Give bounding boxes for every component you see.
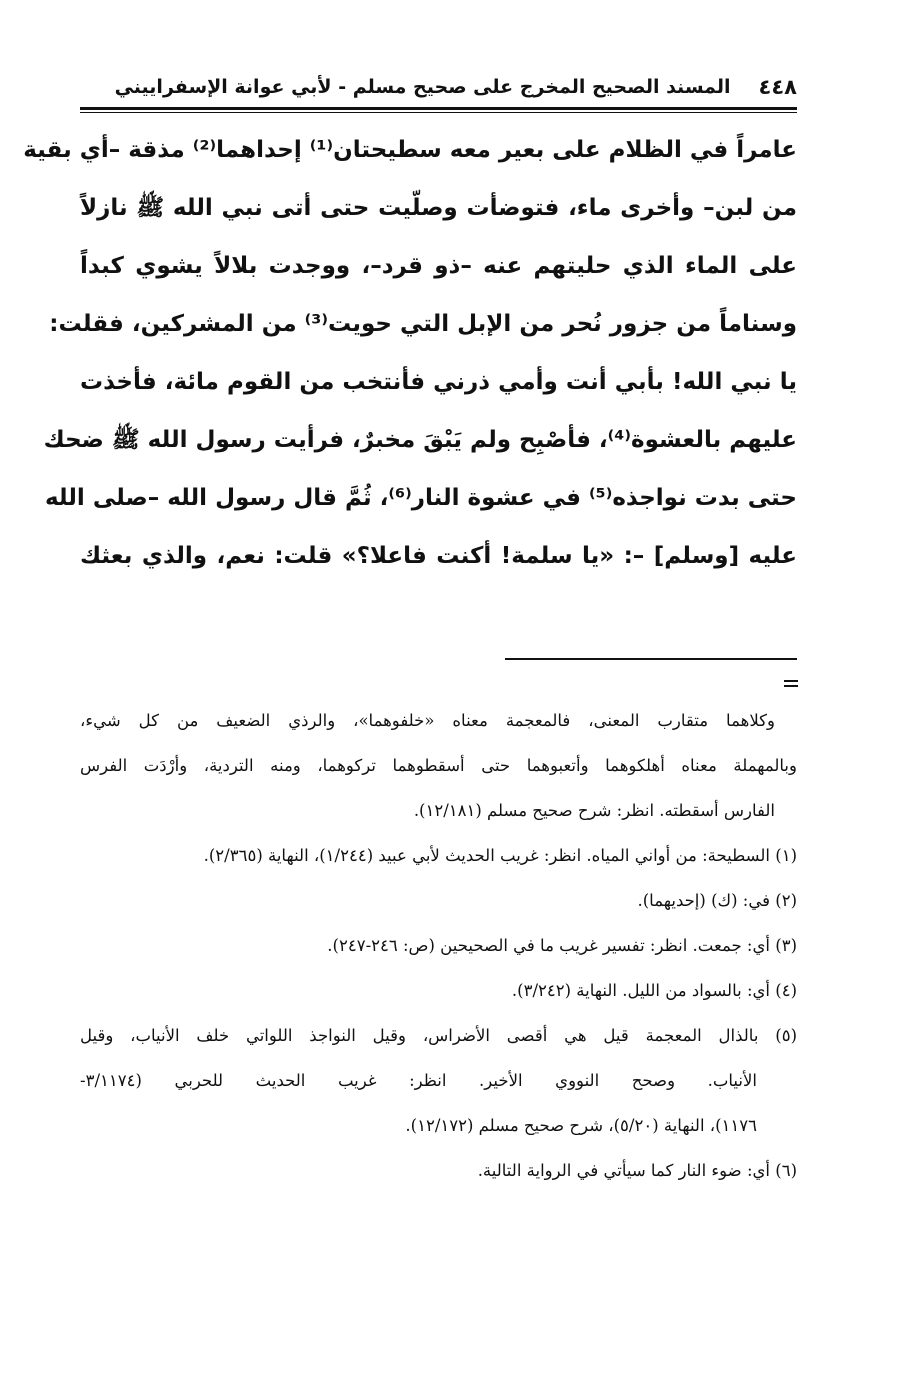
running-title: المسند الصحيح المخرج على صحيح مسلم - لأبي عوانة الإسفراييني [114,76,731,98]
continuation-mark-icon [784,680,798,688]
body-line: على الماء الذي حليتهم عنه –ذو قرد–، ووجدت بلالاً يشوي كبداً [80,253,797,279]
footnote-5-line-2: الأنياب. وصحح النووي الأخير. انظر: غريب الحديث للحربي (٣/١١٧٤- [80,1071,757,1090]
footnote-5-line-3: ١١٧٦)، النهاية (٥/٢٠)، شرح صحيح مسلم (١٢/١٧٢). [405,1116,757,1135]
footnote-continuation-line: الفارس أسقطته. انظر: شرح صحيح مسلم (١٢/١٨١). [413,801,775,820]
footnote-4: (٤) أي: بالسواد من الليل. النهاية (٣/٢٤٢). [511,981,797,1000]
body-line: يا نبي الله! بأبي أنت وأمي ذرني فأنتخب من القوم مائة، فأخذت [80,369,797,395]
body-line: وسناماً من جزور نُحر من الإبل التي حويت⁽³⁾ من المشركين، فقلت: [49,311,797,337]
footnote-6: (٦) أي: ضوء النار كما سيأتي في الرواية التالية. [477,1161,797,1180]
body-line: عليهم بالعشوة⁽⁴⁾، فأصْبِح ولم يَبْقَ مخبرٌ، فرأيت رسول الله ﷺ ضحك [43,427,797,453]
footnotes [80,698,797,1193]
main-text [23,121,797,585]
body-line: حتى بدت نواجذه⁽⁵⁾ في عشوة النار⁽⁶⁾، ثُمَّ قال رسول الله –صلى الله [44,485,797,511]
header-rule-thin [80,112,797,113]
footnote-5: (٥) بالذال المعجمة قيل هي أقصى الأضراس، وقيل النواجذ اللواتي خلف الأنياب، وقيل [80,1026,797,1045]
header-rule [80,107,797,110]
body-line: عليه [وسلم] –: «يا سلمة! أكنت فاعلا؟» قلت: نعم، والذي بعثك [80,543,797,569]
footnote-continuation-line: وكلاهما متقارب المعنى، فالمعجمة معناه «خلفوهما»، والرذي الضعيف من كل شيء، [80,711,775,730]
page-number: ٤٤٨ [758,75,797,99]
footnote-2: (٢) في: (ك) (إحديهما). [637,891,797,910]
body-line: عامراً في الظلام على بعير معه سطيحتان⁽¹⁾ إحداهما⁽²⁾ مذقة –أي بقية [23,137,797,163]
footnote-3: (٣) أي: جمعت. انظر: تفسير غريب ما في الصحيحين (ص: ٢٤٦-٢٤٧). [327,936,797,955]
footnote-continuation-line: وبالمهملة معناه أهلكوهما وأتعبوهما حتى أسقطوهما تركوهما، ومنه التردية، وأرْدَت الفرس [80,756,797,775]
footnote-separator [505,658,797,660]
running-head [80,70,797,104]
body-line: من لبن– وأخرى ماء، فتوضأت وصلّيت حتى أتى نبي الله ﷺ نازلاً [80,195,797,221]
footnote-1: (١) السطيحة: من أواني المياه. انظر: غريب الحديث لأبي عبيد (١/٢٤٤)، النهاية (٢/٣٦٥). [203,846,797,865]
